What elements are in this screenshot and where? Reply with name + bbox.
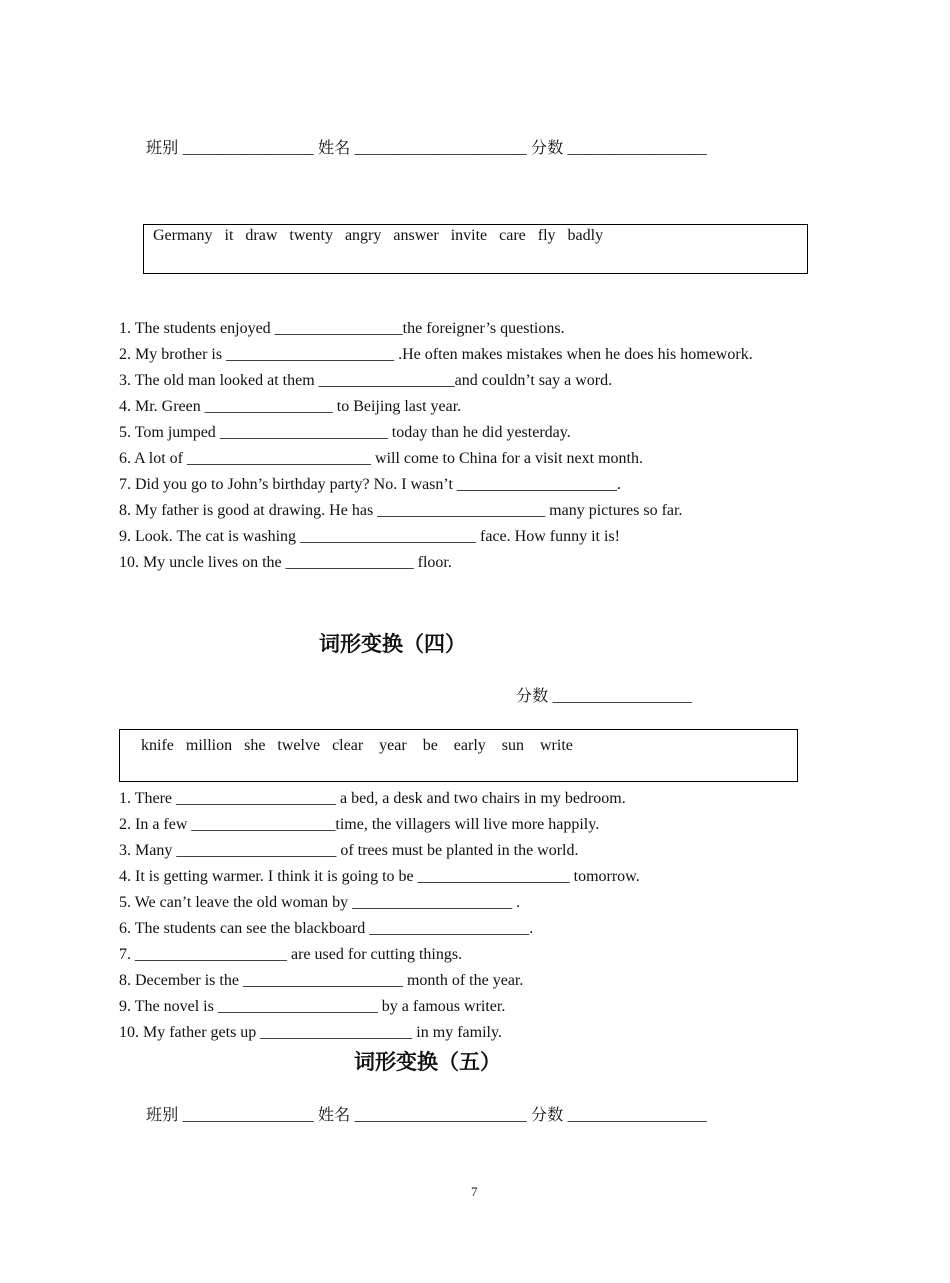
list-item: 6. A lot of _______________________ will come to China for a visit next month. [119, 450, 643, 467]
list-item: 10. My uncle lives on the ________________ floor. [119, 554, 452, 571]
header-class-name-score-bottom: 班别 ________________ 姓名 _____________________ 分数 _________________ [146, 1107, 707, 1124]
list-item: 9. Look. The cat is washing ______________________ face. How funny it is! [119, 528, 620, 545]
list-item: 3. Many ____________________ of trees must be planted in the world. [119, 842, 579, 859]
section-title-4: 词形变换（四） [319, 632, 466, 656]
list-item: 9. The novel is ____________________ by a famous writer. [119, 998, 506, 1015]
list-item: 7. ___________________ are used for cutting things. [119, 946, 463, 963]
list-item: 8. December is the ____________________ month of the year. [119, 972, 524, 989]
list-item: 8. My father is good at drawing. He has _____________________ many pictures so far. [119, 502, 683, 519]
list-item: 5. Tom jumped _____________________ today than he did yesterday. [119, 424, 571, 441]
word-list-1: Germany it draw twenty angry answer invite care fly badly [153, 227, 604, 244]
page-number: 7 [471, 1184, 478, 1199]
list-item: 7. Did you go to John’s birthday party? No. I wasn’t ____________________. [119, 476, 621, 493]
list-item: 4. It is getting warmer. I think it is going to be ___________________ tomorrow. [119, 868, 640, 885]
list-item: 2. My brother is _____________________ .He often makes mistakes when he does his homework. [119, 346, 753, 363]
list-item: 1. There ____________________ a bed, a desk and two chairs in my bedroom. [119, 790, 626, 807]
section-title-5: 词形变换（五） [354, 1050, 501, 1074]
list-item: 6. The students can see the blackboard ____________________. [119, 920, 534, 937]
list-item: 2. In a few __________________time, the villagers will live more happily. [119, 816, 600, 833]
list-item: 4. Mr. Green ________________ to Beijing last year. [119, 398, 462, 415]
score-line: 分数 _________________ [516, 688, 692, 705]
list-item: 3. The old man looked at them _________________and couldn’t say a word. [119, 372, 613, 389]
list-item: 10. My father gets up ___________________ in my family. [119, 1024, 502, 1041]
exercise-section-2 [119, 786, 640, 1046]
word-box-1 [143, 224, 808, 274]
word-box-2 [119, 729, 798, 782]
list-item: 5. We can’t leave the old woman by ____________________ . [119, 894, 521, 911]
list-item: 1. The students enjoyed ________________the foreigner’s questions. [119, 320, 565, 337]
header-class-name-score: 班别 ________________ 姓名 _____________________ 分数 _________________ [146, 140, 707, 157]
exercise-section-1 [119, 316, 753, 576]
word-list-2: knife million she twelve clear year be early sun write [141, 737, 573, 754]
